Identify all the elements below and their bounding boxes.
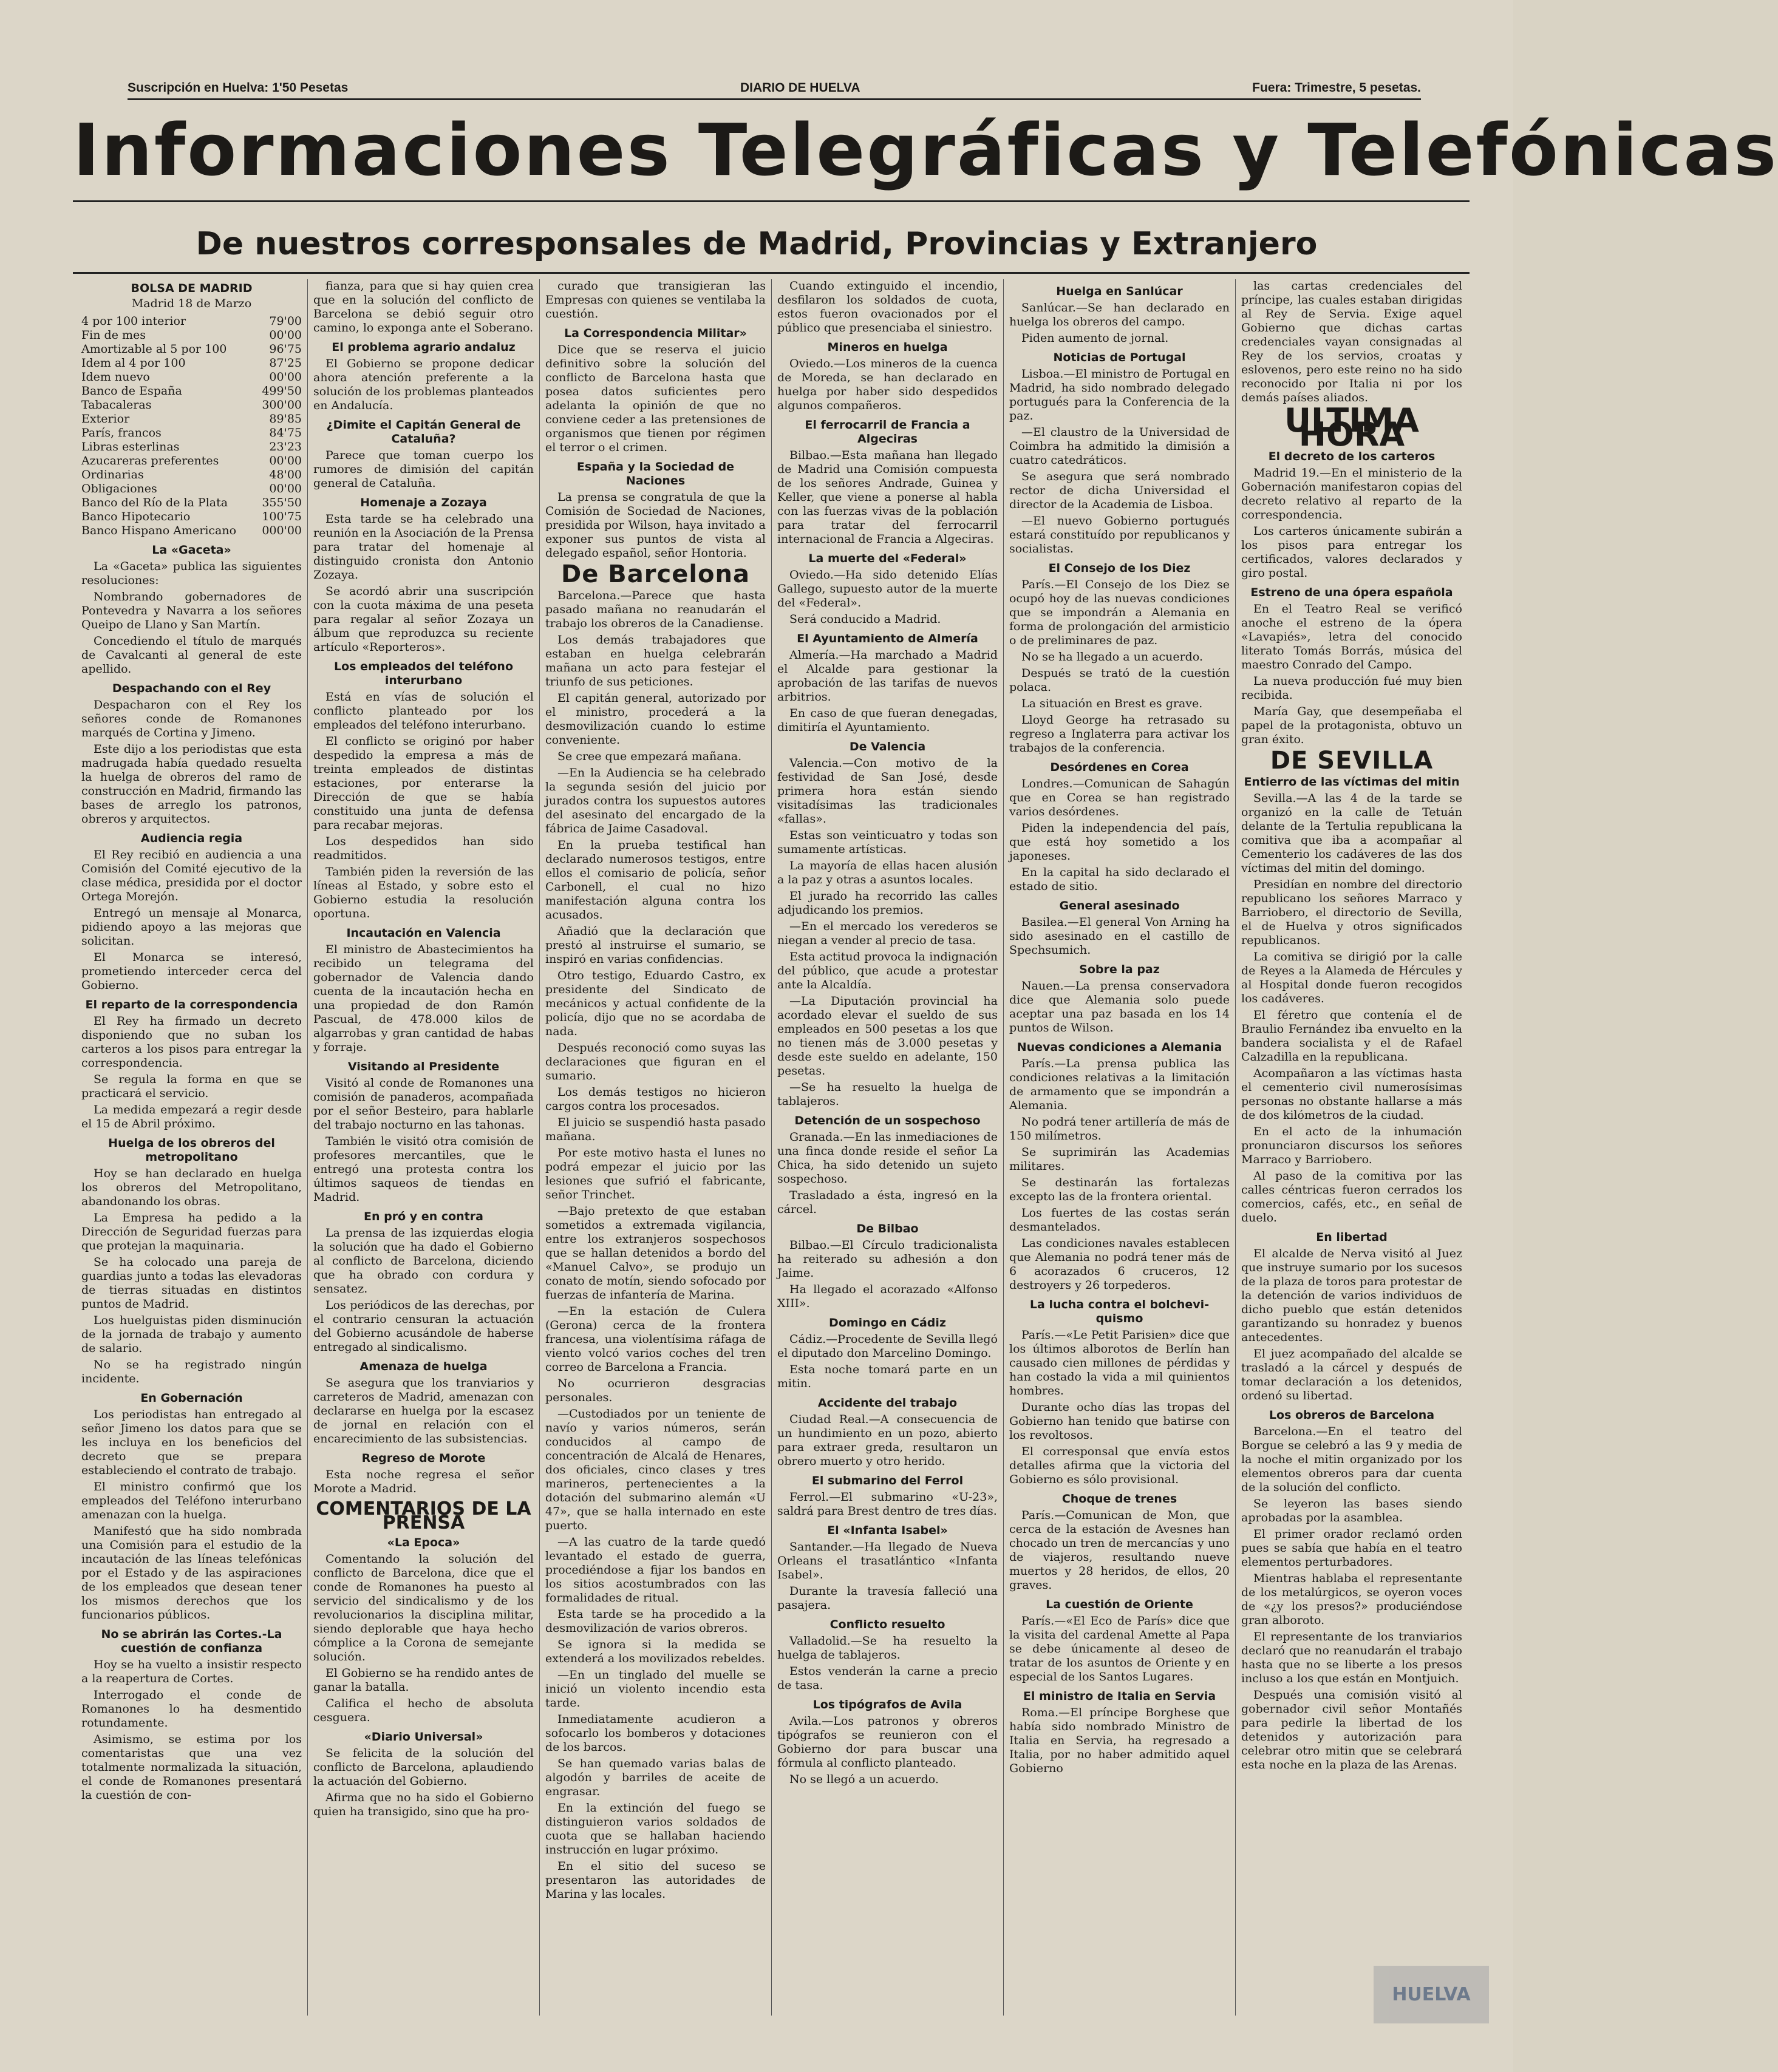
- article-paragraph: —El nuevo Gobierno portugués estará constituído por republicanos y socialistas.: [1009, 514, 1230, 555]
- subscription-local: Suscripción en Huelva: 1'50 Pesetas: [128, 81, 349, 95]
- article-heading: Mineros en huelga: [827, 341, 948, 354]
- columns: [76, 279, 1470, 2016]
- article-paragraph: —En un tinglado del muelle se inició un violento incendio esta tarde.: [545, 1668, 766, 1710]
- article-paragraph: En la extinción del fuego se distinguieron varios soldados de cuota que se hallaban haciendo instrucción en lugar próximo.: [545, 1801, 766, 1856]
- article-paragraph: Durante la travesía falleció una pasajera.: [777, 1585, 998, 1612]
- bolsa-row: [81, 356, 302, 370]
- article-paragraph: París.—«El Eco de París» dice que la visita del cardenal Amette al Papa se debe únicamente al deseo de tratar de los asuntos de Oriente y en especial de los Santos Lugares.: [1009, 1614, 1230, 1683]
- column-6: [1236, 279, 1468, 2016]
- article-paragraph: Se han quemado varias balas de algodón y barriles de aceite de engrasar.: [545, 1757, 766, 1798]
- article-paragraph: Asimismo, se estima por los comentaristas que una vez totalmente normalizada la situación, el conde de Romanones presentará la cuestión de con-: [81, 1733, 302, 1802]
- article-paragraph: Comentando la solución del conflicto de Barcelona, dice que el conde de Romanones ha puesto al servicio del sindicalismo y de los revolucionarios la disciplina militar, siendo deplorable que haya hecho cómplice a la Corona de semejante solución.: [313, 1552, 534, 1663]
- article-paragraph: Santander.—Ha llegado de Nueva Orleans el trasatlántico «Infanta Isabel».: [777, 1540, 998, 1581]
- article-heading: No se abrirán las Cortes.-La cuestión de confianza: [101, 1628, 282, 1655]
- article-heading: Los empleados del teléfono interurbano: [333, 660, 514, 687]
- article-paragraph: Ferrol.—El submarino «U-23», saldrá para Brest dentro de tres días.: [777, 1490, 998, 1518]
- bolsa-row: [81, 328, 302, 342]
- article-heading: España y la Sociedad de Naciones: [576, 460, 735, 487]
- article-paragraph: Interrogado el conde de Romanones lo ha desmentido rotundamente.: [81, 1688, 302, 1730]
- article-paragraph: fianza, para que si hay quien crea que en la solución del conflicto de Barcelona se debió seguir otro camino, lo exponga ante el Soberano.: [313, 279, 534, 335]
- bolsa-item-name: Tabacaleras: [81, 398, 152, 412]
- article-paragraph: No se ha registrado ningún incidente.: [81, 1358, 302, 1385]
- article-paragraph: El conflicto se originó por haber despedido la empresa a más de treinta empleados de distintas estaciones, por enterarse la Dirección de que se había constituido una junta de defensa para recabar mejoras.: [313, 735, 534, 832]
- bolsa-item-name: Fin de mes: [81, 328, 146, 342]
- bolsa-item-name: Banco Hipotecario: [81, 510, 191, 523]
- article-paragraph: Está en vías de solución el conflicto planteado por los empleados del teléfono interurbano.: [313, 690, 534, 732]
- article-paragraph: Se ha colocado una pareja de guardias junto a todas las elevadoras de tierras situadas en distintos puntos de Madrid.: [81, 1255, 302, 1311]
- article-paragraph: El Rey ha firmado un decreto disponiendo que no suban los carteros a los pisos para entregar la correspondencia.: [81, 1014, 302, 1070]
- article-paragraph: Los fuertes de las costas serán desmantelados.: [1009, 1206, 1230, 1234]
- article-paragraph: Estas son veinticuatro y todas son sumamente artísticas.: [777, 829, 998, 856]
- article-paragraph: Esta tarde se ha procedido a la desmovilización de varios obreros.: [545, 1608, 766, 1635]
- article-paragraph: Sevilla.—A las 4 de la tarde se organizó en la calle de Tetuán delante de la Tertulia republicana la comitiva que iba a acompañar al Cementerio los cadáveres de las dos víctimas del mitin del domingo.: [1241, 792, 1462, 875]
- article-paragraph: Los periódicos de las derechas, por el contrario censuran la actuación del Gobierno acusándole de haberse entregado al sindicalismo.: [313, 1299, 534, 1354]
- bolsa-item-value: 000'00: [262, 524, 302, 537]
- article-paragraph: Durante ocho días las tropas del Gobierno han tenido que batirse con los revoltosos.: [1009, 1401, 1230, 1442]
- bolsa-item-value: 23'23: [269, 440, 302, 453]
- bolsa-item-name: Obligaciones: [81, 482, 157, 495]
- article-heading: Los obreros de Barcelona: [1269, 1408, 1435, 1422]
- article-paragraph: Roma.—El príncipe Borghese que había sido nombrado Ministro de Italia en Servia, ha regresado a Italia, por no haber admitido aquel Gobierno: [1009, 1706, 1230, 1775]
- article-heading: Los tipógrafos de Avila: [812, 1698, 962, 1711]
- bolsa-table: [81, 314, 302, 538]
- article-paragraph: Presidían en nombre del directorio republicano los señores Marraco y Barriobero, el directorio de Sevilla, el de Huelva y otros significados republicanos.: [1241, 878, 1462, 947]
- article-paragraph: Visitó al conde de Romanones una comisión de panaderos, acompañada por el señor Besteiro, para hablarle del trabajo nocturno en las tahonas.: [313, 1076, 534, 1132]
- article-paragraph: Despacharon con el Rey los señores conde de Romanones marqués de Cortina y Jimeno.: [81, 698, 302, 739]
- section-title-ultima-hora: ULTIMA HORA: [1284, 401, 1419, 453]
- article-heading: De Bilbao: [856, 1222, 919, 1235]
- article-heading: En libertad: [1316, 1231, 1388, 1244]
- section-title-comentarios: COMENTARIOS DE LA PRENSA: [316, 1498, 531, 1534]
- article-heading: El decreto de los carteros: [1268, 450, 1436, 463]
- article-paragraph: Lisboa.—El ministro de Portugal en Madrid, ha sido nombrado delegado portugués para la Conferencia de la paz.: [1009, 367, 1230, 423]
- article-paragraph: Bilbao.—El Círculo tradicionalista ha reiterado su adhesión a don Jaime.: [777, 1238, 998, 1280]
- column-3: [540, 279, 772, 2016]
- article-paragraph: No podrá tener artillería de más de 150 milímetros.: [1009, 1115, 1230, 1143]
- article-paragraph: Los demás trabajadores que estaban en huelga celebrarán mañana un acto para festejar el triunfo de sus peticiones.: [545, 633, 766, 688]
- article-paragraph: Sanlúcar.—Se han declarado en huelga los obreros del campo.: [1009, 301, 1230, 328]
- bolsa-item-name: Amortizable al 5 por 100: [81, 342, 227, 356]
- bolsa-item-value: 100'75: [262, 510, 302, 523]
- article-paragraph: París.—El Consejo de los Diez se ocupó hoy de las nuevas condiciones que se impondrán a Alemania en forma de prolongación del armisticio o de preliminares de paz.: [1009, 578, 1230, 647]
- subscription-outside: Fuera: Trimestre, 5 pesetas.: [1252, 81, 1421, 95]
- article-paragraph: Añadió que la declaración que prestó al instruirse el sumario, se inspiró en varias confidencias.: [545, 925, 766, 966]
- article-paragraph: París.—Comunican de Mon, que cerca de la estación de Avesnes han chocado un tren de mercancías y uno de viajeros, resultando nueve muertos y 28 heridos, de ellos, 20 graves.: [1009, 1509, 1230, 1592]
- article-paragraph: curado que transigieran las Empresas con quienes se ventilaba la cuestión.: [545, 279, 766, 321]
- article-heading: Homenaje a Zozaya: [360, 496, 487, 509]
- article-paragraph: —Se ha resuelto la huelga de tablajeros.: [777, 1081, 998, 1108]
- bolsa-row: [81, 314, 302, 328]
- article-paragraph: Piden aumento de jornal.: [1021, 331, 1169, 345]
- bolsa-row: [81, 398, 302, 412]
- subhead-rule: [73, 272, 1470, 274]
- article-paragraph: Trasladado a ésta, ingresó en la cárcel.: [777, 1189, 998, 1216]
- article-heading: Sobre la paz: [1079, 963, 1160, 976]
- article-paragraph: El ministro confirmó que los empleados del Teléfono interurbano amenazan con la huelga.: [81, 1480, 302, 1521]
- article-paragraph: Esta actitud provoca la indignación del público, que acude a protestar ante la Alcaldía.: [777, 950, 998, 991]
- article-heading: Huelga de los obreros del metropolitano: [108, 1136, 275, 1164]
- article-heading: El ministro de Italia en Servia: [1023, 1690, 1216, 1703]
- bolsa-item-name: Banco de España: [81, 384, 182, 398]
- article-heading: La cuestión de Oriente: [1046, 1598, 1193, 1611]
- article-paragraph: El primer orador reclamó orden pues se sabía que había en el teatro elementos perturbadores.: [1241, 1527, 1462, 1569]
- article-heading: El problema agrario andaluz: [332, 341, 516, 354]
- article-paragraph: La nueva producción fué muy bien recibida.: [1241, 674, 1462, 702]
- bolsa-row: [81, 454, 302, 468]
- article-paragraph: Almería.—Ha marchado a Madrid el Alcalde para gestionar la aprobación de las tarifas de nuevos arbitrios.: [777, 648, 998, 704]
- bolsa-row: [81, 524, 302, 538]
- article-heading: Amenaza de huelga: [359, 1360, 488, 1373]
- article-paragraph: El ministro de Abastecimientos ha recibido un telegrama del gobernador de Valencia dando cuenta de la incautación hecha en una propiedad de don Ramón Pascual, de 478.000 kilos de algarrobas y gran cantidad de habas y forraje.: [313, 943, 534, 1054]
- article-paragraph: Bilbao.—Esta mañana han llegado de Madrid una Comisión compuesta de los señores Andrade, Guinea y Keller, que viene a ponerse al habla con las fuerzas vivas de la población para tratar del ferrocarril internacional de Francia a Algeciras.: [777, 449, 998, 546]
- article-paragraph: Será conducido a Madrid.: [789, 613, 941, 626]
- article-paragraph: María Gay, que desempeñaba el papel de la protagonista, obtuvo un gran éxito.: [1241, 705, 1462, 746]
- article-paragraph: Nombrando gobernadores de Pontevedra y Navarra a los señores Queipo de Llano y San Martín.: [81, 590, 302, 631]
- article-paragraph: El alcalde de Nerva visitó al Juez que instruye sumario por los sucesos de la plaza de toros para protestar de la detención de varios individuos de dicho pueblo que están detenidos garantizando su honradez y buenos antecedentes.: [1241, 1247, 1462, 1344]
- article-paragraph: En la capital ha sido declarado el estado de sitio.: [1009, 866, 1230, 893]
- article-paragraph: Barcelona.—En el teatro del Borgue se celebró a las 9 y media de la noche el mitin organizado por los elementos obreros para dar cuenta de la solución del conflicto.: [1241, 1425, 1462, 1494]
- bolsa-item-name: Libras esterlinas: [81, 440, 180, 453]
- article-paragraph: Los demás testigos no hicieron cargos contra los procesados.: [545, 1085, 766, 1113]
- bolsa-item-name: Azucareras preferentes: [81, 454, 219, 467]
- article-paragraph: El Gobierno se propone dedicar ahora atención preferente a la solución de los problemas planteados en Andalucía.: [313, 357, 534, 412]
- article-paragraph: Después se trató de la cuestión polaca.: [1009, 667, 1230, 694]
- masthead-bar: [128, 78, 1421, 100]
- bolsa-row: [81, 468, 302, 482]
- article-paragraph: París.—La prensa publica las condiciones relativas a la limitación de armamento que se impondrán a Alemania.: [1009, 1057, 1230, 1112]
- bolsa-row: [81, 482, 302, 496]
- article-paragraph: Mientras hablaba el representante de los metalúrgicos, se oyeron voces de «¿y los presos?» produciéndose gran alboroto.: [1241, 1572, 1462, 1627]
- article-heading: General asesinado: [1059, 899, 1180, 912]
- article-paragraph: Se felicita de la solución del conflicto de Barcelona, aplaudiendo la actuación del Gobierno.: [313, 1747, 534, 1788]
- bolsa-item-value: 00'00: [269, 370, 302, 384]
- bolsa-item-value: 499'50: [262, 384, 302, 398]
- article-paragraph: Parece que toman cuerpo los rumores de dimisión del capitán general de Cataluña.: [313, 449, 534, 490]
- article-paragraph: Estos venderán la carne a precio de tasa.: [777, 1665, 998, 1692]
- article-paragraph: Barcelona.—Parece que hasta pasado mañana no reanudarán el trabajo los obreros de la Canadiense.: [545, 589, 766, 630]
- bolsa-item-name: París, francos: [81, 426, 162, 440]
- article-heading: La «Gaceta»: [152, 543, 231, 557]
- bolsa-item-name: Banco del Río de la Plata: [81, 496, 228, 509]
- article-paragraph: El Rey recibió en audiencia a una Comisión del Comité ejecutivo de la clase médica, presidida por el doctor Ortega Morejón.: [81, 848, 302, 903]
- bolsa-row: [81, 496, 302, 510]
- article-paragraph: Después reconoció como suyas las declaraciones que figuran en el sumario.: [545, 1041, 766, 1082]
- article-paragraph: También le visitó otra comisión de profesores mercantiles, que le entregó una protesta contra los últimos saqueos de tiendas en Madrid.: [313, 1135, 534, 1204]
- article-paragraph: En la prueba testifical han declarado numerosos testigos, entre ellos el comisario de policía, señor Carbonell, el cual no hizo manifestación alguna contra los acusados.: [545, 838, 766, 922]
- newspaper-name: DIARIO DE HUELVA: [740, 81, 860, 95]
- article-heading: Regreso de Morote: [361, 1452, 486, 1465]
- article-paragraph: Los huelguistas piden disminución de la jornada de trabajo y aumento de salario.: [81, 1314, 302, 1355]
- article-paragraph: La Empresa ha pedido a la Dirección de Seguridad fuerzas para que protejan la maquinaria.: [81, 1211, 302, 1252]
- article-paragraph: Lloyd George ha retrasado su regreso a Inglaterra para activar los trabajos de la conferencia.: [1009, 713, 1230, 755]
- article-paragraph: Madrid 19.—En el ministerio de la Gobernación manifestaron copias del decreto relativo al reparto de la correspondencia.: [1241, 466, 1462, 521]
- article-paragraph: París.—«Le Petit Parisien» dice que los últimos alborotos de Berlín han causado cien millones de pérdidas y han costado la vida a mil quinientos hombres.: [1009, 1328, 1230, 1398]
- section-title-barcelona: De Barcelona: [561, 560, 750, 588]
- article-paragraph: Ciudad Real.—A consecuencia de un hundimiento en un pozo, abierto para extraer greda, resultaron un obrero muerto y otro herido.: [777, 1413, 998, 1468]
- column-2: [308, 279, 540, 2016]
- bolsa-row: [81, 412, 302, 426]
- article-heading: El «Infanta Isabel»: [827, 1524, 948, 1537]
- article-paragraph: Valladolid.—Se ha resuelto la huelga de tablajeros.: [777, 1634, 998, 1662]
- article-paragraph: El Monarca se interesó, prometiendo interceder cerca del Gobierno.: [81, 951, 302, 992]
- article-heading: El Consejo de los Diez: [1048, 562, 1191, 575]
- article-paragraph: La comitiva se dirigió por la calle de Reyes a la Alameda de Hércules y al Hospital donde fueron recogidos los cadáveres.: [1241, 950, 1462, 1005]
- article-paragraph: Esta noche regresa el señor Morote a Madrid.: [313, 1468, 534, 1495]
- article-paragraph: Afirma que no ha sido el Gobierno quien ha transigido, sino que ha pro-: [313, 1791, 534, 1818]
- article-heading: Desórdenes en Corea: [1050, 761, 1189, 774]
- article-heading: El ferrocarril de Francia a Algeciras: [805, 418, 970, 446]
- bolsa-item-value: 355'50: [262, 496, 302, 509]
- article-paragraph: Esta noche tomará parte en un mitin.: [777, 1363, 998, 1390]
- article-heading: Domingo en Cádiz: [829, 1316, 946, 1330]
- article-heading: Noticias de Portugal: [1053, 351, 1186, 364]
- article-heading: Accidente del trabajo: [817, 1396, 958, 1410]
- article-paragraph: La mayoría de ellas hacen alusión a la paz y otras a asuntos locales.: [777, 859, 998, 886]
- article-paragraph: El juez acompañado del alcalde se trasladó a la cárcel y después de tomar declaración a los detenidos, ordenó su libertad.: [1241, 1347, 1462, 1402]
- article-paragraph: En el sitio del suceso se presentaron las autoridades de Marina y las locales.: [545, 1860, 766, 1901]
- bolsa-item-value: 84'75: [269, 426, 302, 440]
- article-paragraph: Basilea.—El general Von Arning ha sido asesinado en el castillo de Spechsumich.: [1009, 915, 1230, 957]
- bolsa-item-name: Idem al 4 por 100: [81, 356, 186, 370]
- article-paragraph: Se asegura que será nombrado rector de dicha Universidad el director de la Academia de Lisboa.: [1009, 470, 1230, 511]
- article-paragraph: —En la estación de Culera (Gerona) cerca de la frontera francesa, una violentísima ráfaga de viento volcó varios coches del tren correo de Barcelona a Francia.: [545, 1305, 766, 1374]
- column-4: [772, 279, 1004, 2016]
- article-paragraph: Por este motivo hasta el lunes no podrá empezar el juicio por las lesiones que sufrió el fabricante, señor Trinchet.: [545, 1146, 766, 1201]
- article-heading: Incautación en Valencia: [346, 926, 501, 940]
- bolsa-date: Madrid 18 de Marzo: [131, 297, 252, 310]
- article-paragraph: Los carteros únicamente subirán a los pisos para entregar los certificados, valores declarados y giro postal.: [1241, 525, 1462, 580]
- bolsa-item-name: 4 por 100 interior: [81, 314, 186, 328]
- article-heading: Choque de trenes: [1061, 1492, 1177, 1506]
- article-paragraph: —En la Audiencia se ha celebrado la segunda sesión del juicio por jurados contra los supuestos autores del asesinato del encargado de la fábrica de Jaime Casadoval.: [545, 766, 766, 835]
- article-paragraph: Los despedidos han sido readmitidos.: [313, 835, 534, 862]
- bolsa-item-value: 00'00: [269, 482, 302, 495]
- article-paragraph: Nauen.—La prensa conservadora dice que Alemania solo puede aceptar una paz basada en los 14 puntos de Wilson.: [1009, 979, 1230, 1034]
- bolsa-item-value: 96'75: [269, 342, 302, 356]
- sub-headline: De nuestros corresponsales de Madrid, Provincias y Extranjero: [196, 226, 1318, 262]
- bolsa-item-value: 48'00: [269, 468, 302, 481]
- article-paragraph: No ocurrieron desgracias personales.: [545, 1377, 766, 1404]
- article-heading: El reparto de la correspondencia: [85, 998, 298, 1011]
- article-paragraph: Los periodistas han entregado al señor Jimeno los datos para que se les incluya en los beneficios del decreto que se prepara estableciendo el contrato de trabajo.: [81, 1408, 302, 1477]
- article-paragraph: Piden la independencia del país, que está hoy sometido a los japoneses.: [1009, 821, 1230, 863]
- bolsa-item-value: 87'25: [269, 356, 302, 370]
- article-paragraph: Concediendo el título de marqués de Cavalcanti al general de este apellido.: [81, 634, 302, 676]
- article-paragraph: La medida empezará a regir desde el 15 de Abril próximo.: [81, 1103, 302, 1130]
- article-paragraph: En el acto de la inhumación pronunciaron discursos los señores Marraco y Barriobero.: [1241, 1125, 1462, 1166]
- article-heading: De Valencia: [849, 740, 926, 753]
- article-paragraph: Se suprimirán las Academias militares.: [1009, 1146, 1230, 1173]
- article-paragraph: No se llegó a un acuerdo.: [789, 1773, 939, 1786]
- article-heading: ¿Dimite el Capitán General de Cataluña?: [326, 418, 521, 446]
- article-paragraph: —Custodiados por un teniente de navío y varios números, serán conducidos al campo de concentración de Alcalá de Henares, dos oficiales, cinco clases y tres marineros, pertenecientes a la dotación del submarino alemán «U 47», que se halla internado en este puerto.: [545, 1407, 766, 1532]
- bolsa-row: [81, 342, 302, 356]
- bolsa-item-value: 00'00: [269, 454, 302, 467]
- article-paragraph: Se ignora si la medida se extenderá a los movilizados rebeldes.: [545, 1638, 766, 1665]
- column-5: [1004, 279, 1236, 2016]
- article-paragraph: Las condiciones navales establecen que Alemania no podrá tener más de 6 acorazados 6 cruceros, 12 destroyers y 26 torpederos.: [1009, 1237, 1230, 1292]
- article-paragraph: El féretro que contenía el de Braulio Fernández iba envuelto en la bandera socialista y el de Rafael Calzadilla en la republicana.: [1241, 1008, 1462, 1064]
- article-paragraph: Al paso de la comitiva por las calles céntricas fueron cerrados los comercios, cafés, etc., en señal de duelo.: [1241, 1169, 1462, 1225]
- bolsa-item-name: Idem nuevo: [81, 370, 150, 384]
- article-heading: La muerte del «Federal»: [808, 552, 967, 565]
- article-paragraph: La situación en Brest es grave.: [1021, 697, 1203, 710]
- bolsa-row: [81, 384, 302, 398]
- bolsa-item-value: 89'85: [269, 412, 302, 426]
- article-paragraph: Granada.—En las inmediaciones de una finca donde reside el señor La Chica, ha sido detenido un sujeto sospechoso.: [777, 1130, 998, 1186]
- article-paragraph: Manifestó que ha sido nombrada una Comisión para el estudio de la incautación de las líneas telefónicas por el Estado y de las aspiraciones de los empleados que desean tener los mismos derechos que los funcionarios públicos.: [81, 1524, 302, 1622]
- article-paragraph: En caso de que fueran denegadas, dimitiría el Ayuntamiento.: [777, 707, 998, 734]
- article-paragraph: —A las cuatro de la tarde quedó levantado el estado de guerra, procediéndose a fijar los bandos en los sitios acostumbrados con las formalidades de ritual.: [545, 1535, 766, 1605]
- article-paragraph: Se regula la forma en que se practicará el servicio.: [81, 1073, 302, 1100]
- bolsa-item-name: Exterior: [81, 412, 130, 426]
- bolsa-item-name: Banco Hispano Americano: [81, 524, 237, 537]
- article-heading: Detención de un sospechoso: [794, 1114, 981, 1127]
- article-heading: El Ayuntamiento de Almería: [797, 632, 978, 645]
- article-paragraph: La prensa se congratula de que la Comisión de Sociedad de Naciones, presidida por Wilson, haya invitado a exponer sus puntos de vista al delegado español, señor Hontoria.: [545, 491, 766, 560]
- article-paragraph: El juicio se suspendió hasta pasado mañana.: [545, 1116, 766, 1143]
- article-heading: Huelga en Sanlúcar: [1056, 285, 1183, 298]
- article-paragraph: En el Teatro Real se verificó anoche el estreno de la ópera «Lavapiés», letra del conocido literato Tomás Borrás, música del maestro Conrado del Campo.: [1241, 602, 1462, 671]
- article-paragraph: —Bajo pretexto de que estaban sometidos a extremada vigilancia, entre los extranjeros sospechosos que se hallan detenidos a bordo del «Manuel Calvo», se produjo un conato de motín, siendo sofocado por fuerzas de infantería de Marina.: [545, 1204, 766, 1302]
- article-paragraph: También piden la reversión de las líneas al Estado, y sobre esto el Gobierno estudia la resolución oportuna.: [313, 865, 534, 920]
- article-paragraph: —En el mercado los verederos se niegan a vender al precio de tasa.: [777, 920, 998, 947]
- article-heading: «La Epoca»: [387, 1536, 460, 1549]
- article-heading: Estreno de una ópera española: [1250, 586, 1453, 599]
- article-heading: En Gobernación: [140, 1391, 243, 1405]
- article-paragraph: No se ha llegado a un acuerdo.: [1021, 650, 1203, 664]
- article-heading: El submarino del Ferrol: [811, 1474, 964, 1487]
- article-paragraph: Cuando extinguido el incendio, desfilaron los soldados de cuota, estos fueron ovacionados por el público que presenciaba el siniestro.: [777, 279, 998, 335]
- article-paragraph: Después una comisión visitó al gobernador civil señor Montañés para pedirle la libertad de los detenidos y autorización para celebrar otro mitin que se celebrará esta noche en la plaza de las Arenas.: [1241, 1688, 1462, 1771]
- article-paragraph: El capitán general, autorizado por el ministro, procederá a la desmovilización cuando lo estime conveniente.: [545, 691, 766, 747]
- article-paragraph: Acompañaron a las víctimas hasta el cementerio civil numerosísimas personas no obstante hallarse a más de dos kilómetros de la ciudad.: [1241, 1067, 1462, 1122]
- article-paragraph: Ha llegado el acorazado «Alfonso XIII».: [777, 1283, 998, 1310]
- article-paragraph: —La Diputación provincial ha acordado elevar el sueldo de sus empleados en 500 pesetas a los que no tienen más de 3.000 pesetas y desde este sueldo en adelante, 150 pesetas.: [777, 994, 998, 1078]
- article-paragraph: las cartas credenciales del príncipe, las cuales estaban dirigidas al Rey de Servia. Exige aquel Gobierno que dichas cartas credenciales vayan consignadas al Rey de los servios, croatas y eslovenos, pero este reino no ha sido reconocido por Italia ni por los demás países aliados.: [1241, 279, 1462, 404]
- article-paragraph: Hoy se ha vuelto a insistir respecto a la reapertura de Cortes.: [81, 1658, 302, 1685]
- archive-stamp: HUELVA: [1374, 1966, 1489, 2023]
- article-paragraph: Se cree que empezará mañana.: [557, 750, 742, 763]
- article-paragraph: Se acordó abrir una suscripción con la cuota máxima de una peseta para regalar al señor Zozaya un álbum que reproduzca su reciente artículo «Reporteros».: [313, 585, 534, 654]
- article-heading: La Correspondencia Militar»: [564, 327, 747, 340]
- article-heading: Audiencia regia: [140, 832, 243, 845]
- article-paragraph: Inmediatamente acudieron a sofocarlo los bomberos y dotaciones de los barcos.: [545, 1713, 766, 1754]
- bolsa-item-name: Ordinarias: [81, 468, 144, 481]
- headline-rule: [73, 200, 1470, 202]
- article-heading: Nuevas condiciones a Alemania: [1017, 1041, 1222, 1054]
- article-heading: La lucha contra el bolcheviquismo: [1029, 1298, 1210, 1325]
- article-paragraph: Otro testigo, Eduardo Castro, ex presidente del Sindicato de mecánicos y actual confidente de la policía, dijo que no se acordaba de nada.: [545, 969, 766, 1038]
- article-paragraph: Se leyeron las bases siendo aprobadas por la asamblea.: [1241, 1497, 1462, 1524]
- section-title-sevilla: DE SEVILLA: [1270, 747, 1434, 775]
- column-1: [76, 279, 308, 2016]
- article-paragraph: Se destinarán las fortalezas excepto las de la frontera oriental.: [1009, 1176, 1230, 1203]
- article-heading: Entierro de las víctimas del mitin: [1244, 775, 1460, 789]
- article-heading: Despachando con el Rey: [112, 682, 271, 695]
- bolsa-row: [81, 510, 302, 524]
- article-paragraph: Oviedo.—Los mineros de la cuenca de Moreda, se han declarado en huelga por haber sido despedidos algunos compañeros.: [777, 357, 998, 412]
- article-paragraph: Valencia.—Con motivo de la festividad de San José, desde primera hora están siendo visitadísimas las tradicionales «fallas».: [777, 756, 998, 826]
- article-paragraph: El representante de los tranviarios declaró que no reanudarán el trabajo hasta que no se liberte a los presos incluso a los que están en Montjuich.: [1241, 1630, 1462, 1685]
- article-paragraph: El Gobierno se ha rendido antes de ganar la batalla.: [313, 1666, 534, 1694]
- article-heading: Visitando al Presidente: [347, 1060, 500, 1073]
- article-paragraph: El jurado ha recorrido las calles adjudicando los premios.: [777, 889, 998, 917]
- article-paragraph: Se asegura que los tranviarios y carreteros de Madrid, amenazan con declararse en huelga por la escasez de jornal en relación con el encarecimiento de las subsistencias.: [313, 1376, 534, 1445]
- article-paragraph: Dice que se reserva el juicio definitivo sobre la solución del conflicto de Barcelona hasta que posea datos suficientes pero adelanta la opinión de que no conviene ceder a las pretensiones de organismos que tienen por régimen el terror o el crimen.: [545, 343, 766, 454]
- article-paragraph: Londres.—Comunican de Sahagún que en Corea se han registrado varios desórdenes.: [1009, 777, 1230, 818]
- article-heading: En pró y en contra: [364, 1210, 483, 1223]
- bolsa-item-value: 79'00: [269, 314, 302, 328]
- article-paragraph: Hoy se han declarado en huelga los obreros del Metropolitano, abandonando los obras.: [81, 1167, 302, 1208]
- article-paragraph: El corresponsal que envía estos detalles afirma que la victoria del Gobierno es sólo provisional.: [1009, 1445, 1230, 1486]
- bolsa-row: [81, 440, 302, 454]
- article-paragraph: Este dijo a los periodistas que esta madrugada había quedado resuelta la huelga de obreros del ramo de construcción en Madrid, firmando las bases de arreglo los patronos, obreros y arquitectos.: [81, 742, 302, 826]
- bolsa-item-value: 00'00: [269, 328, 302, 342]
- article-heading: Conflicto resuelto: [829, 1618, 945, 1631]
- bolsa-row: [81, 426, 302, 440]
- article-paragraph: La «Gaceta» publica las siguientes resoluciones:: [81, 560, 302, 587]
- article-paragraph: Avila.—Los patronos y obreros tipógrafos se reunieron con el Gobierno dor para buscar una fórmula al conflicto planteado.: [777, 1714, 998, 1770]
- article-paragraph: Entregó un mensaje al Monarca, pidiendo apoyo a las mejoras que solicitan.: [81, 906, 302, 948]
- article-heading: «Diario Universal»: [364, 1730, 483, 1744]
- bolsa-title: BOLSA DE MADRID: [131, 282, 253, 295]
- article-paragraph: Esta tarde se ha celebrado una reunión en la Asociación de la Prensa para tratar del homenaje al distinguido cronista don Antonio Zozaya.: [313, 512, 534, 582]
- article-paragraph: La prensa de las izquierdas elogia la solución que ha dado el Gobierno al conflicto de Barcelona, diciendo que ha obrado con cordura y sensatez.: [313, 1226, 534, 1296]
- bolsa-row: [81, 370, 302, 384]
- article-paragraph: Califica el hecho de absoluta cesguera.: [313, 1697, 534, 1724]
- article-paragraph: —El claustro de la Universidad de Coimbra ha admitido la dimisión a cuatro catedráticos.: [1009, 426, 1230, 467]
- main-headline: Informaciones Telegráficas y Telefónicas: [73, 108, 1778, 192]
- article-paragraph: Oviedo.—Ha sido detenido Elías Gallego, supuesto autor de la muerte del «Federal».: [777, 568, 998, 610]
- bolsa-item-value: 300'00: [262, 398, 302, 412]
- article-paragraph: Cádiz.—Procedente de Sevilla llegó el diputado don Marcelino Domingo.: [777, 1333, 998, 1360]
